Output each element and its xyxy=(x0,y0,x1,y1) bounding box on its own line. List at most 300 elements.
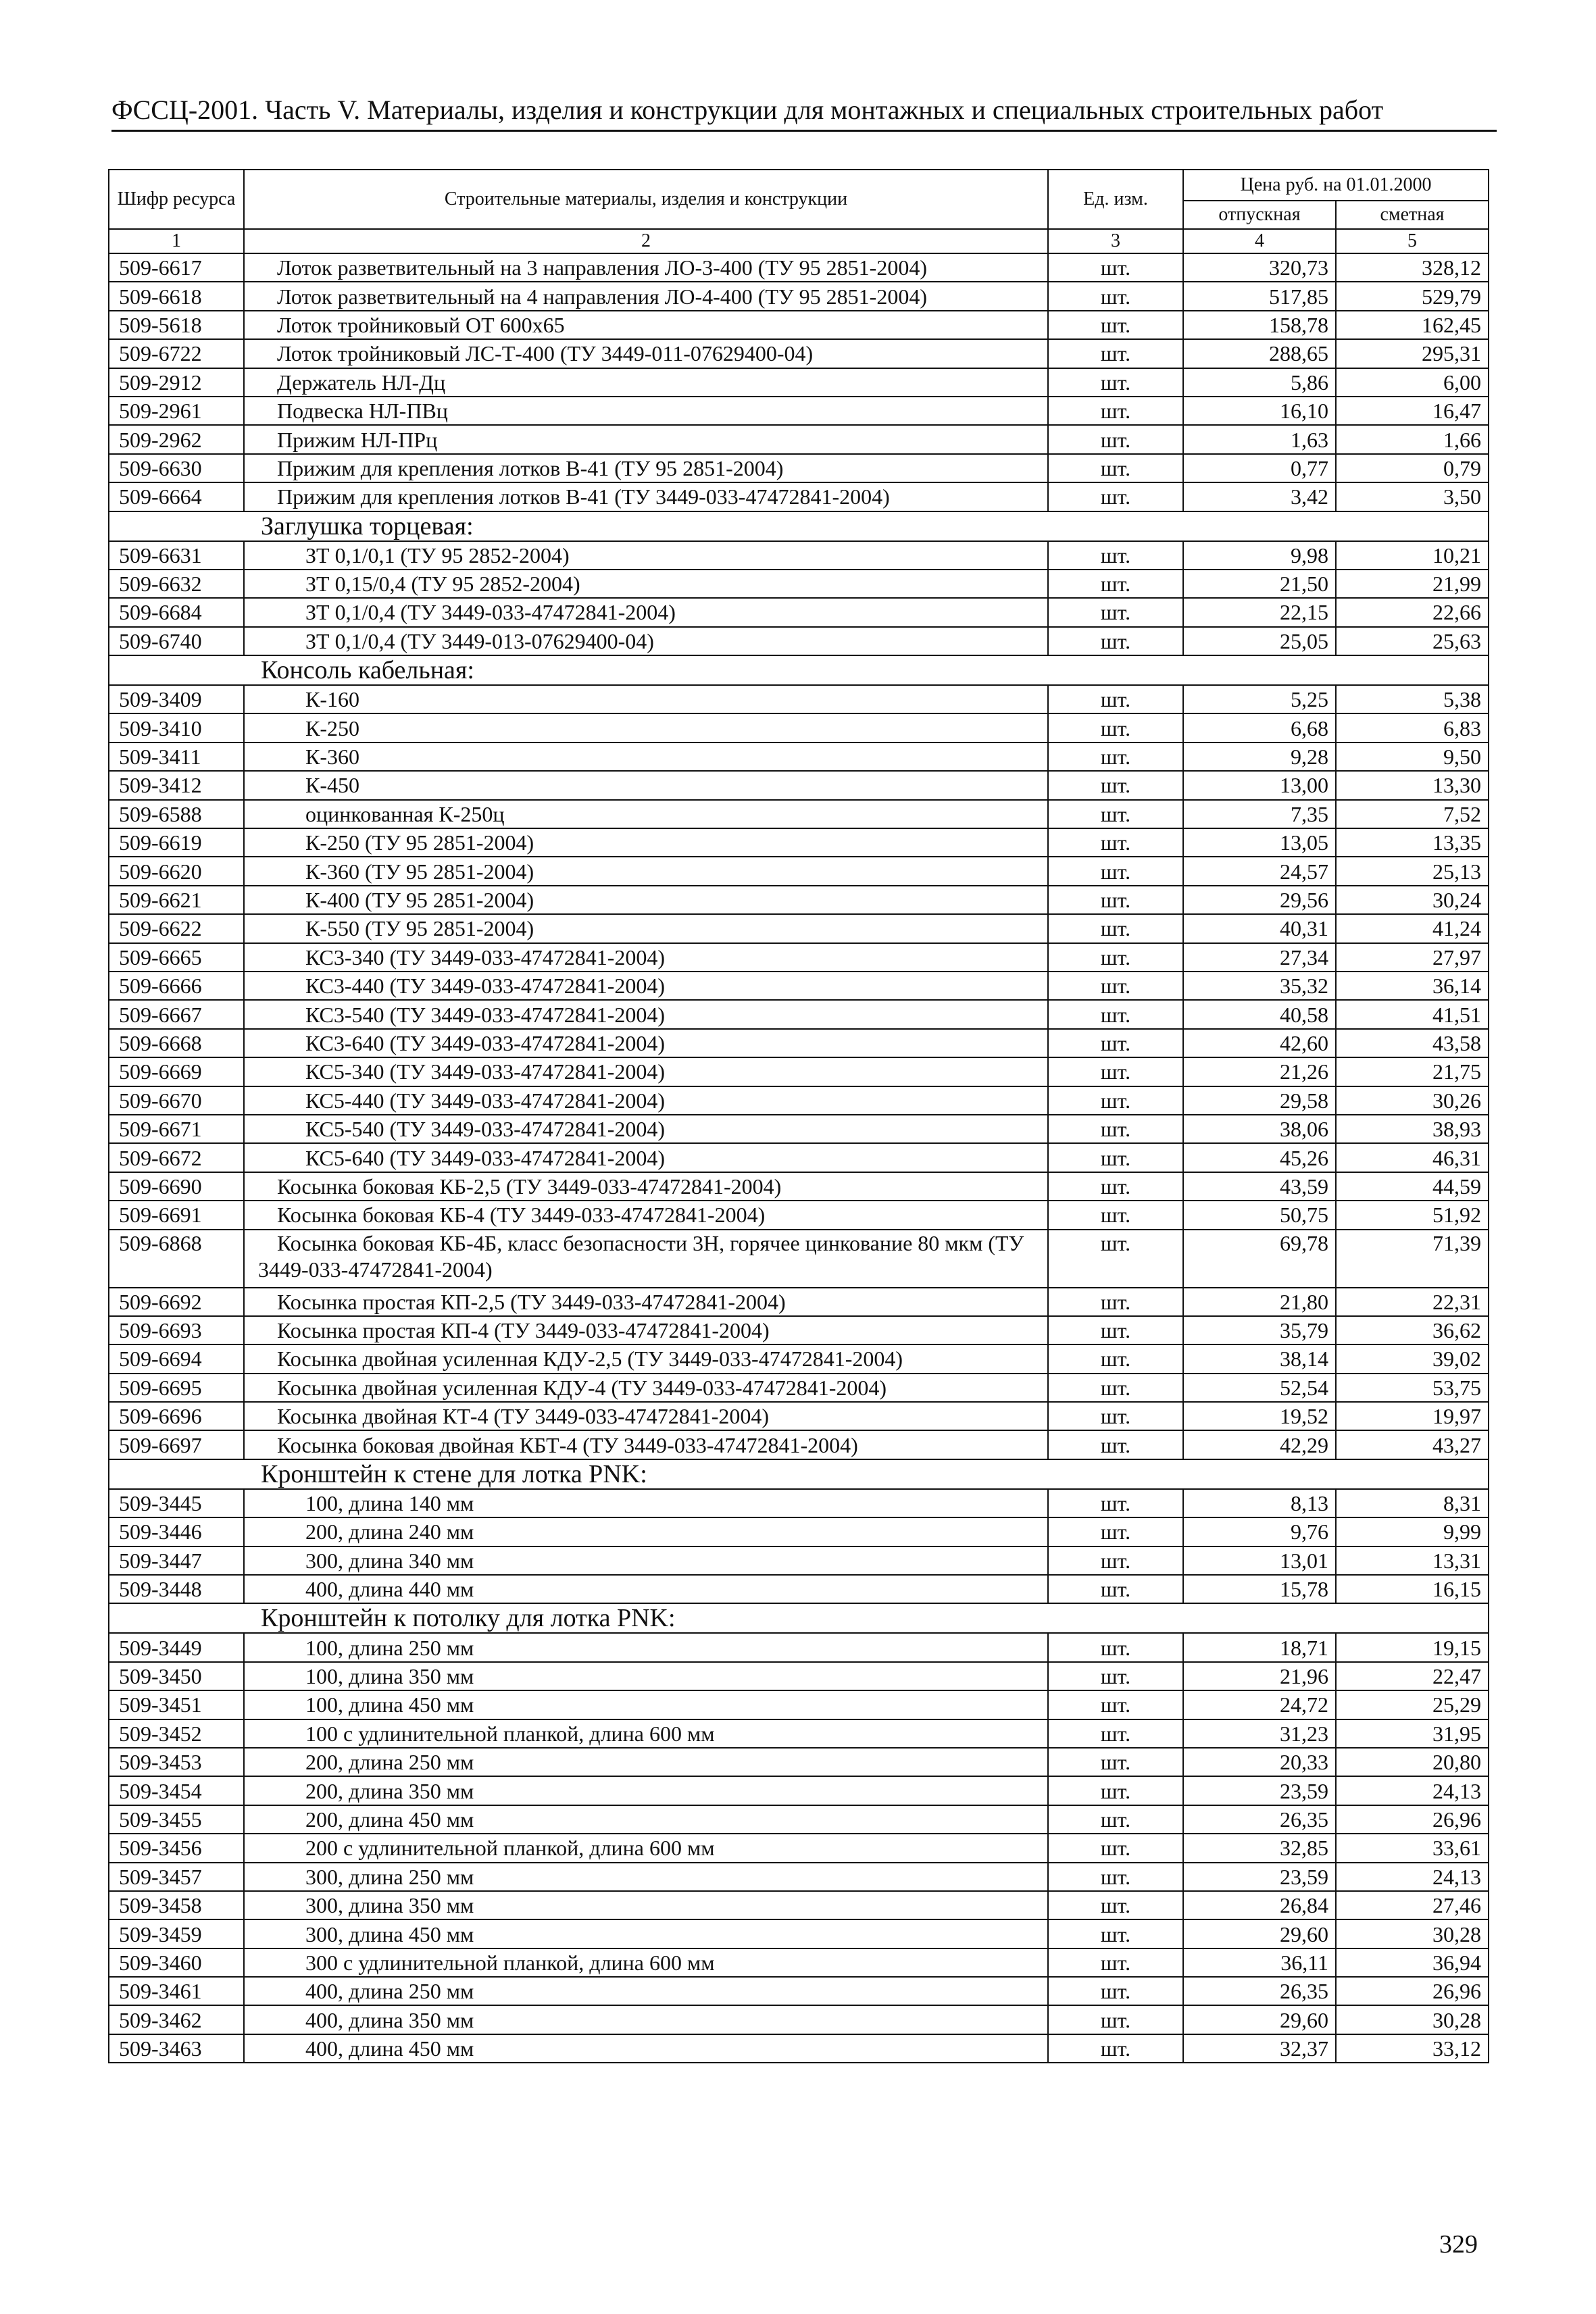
unit-of-measure: шт. xyxy=(1048,1288,1183,1316)
section-row xyxy=(109,1603,1489,1633)
resource-code: 509-6690 xyxy=(109,1172,244,1201)
table-row xyxy=(109,743,1489,771)
resource-code: 509-3447 xyxy=(109,1546,244,1575)
unit-of-measure: шт. xyxy=(1048,1000,1183,1028)
release-price: 29,58 xyxy=(1183,1086,1336,1115)
estimate-price: 71,39 xyxy=(1336,1230,1489,1288)
table-row xyxy=(109,482,1489,511)
resource-code: 509-3450 xyxy=(109,1662,244,1690)
unit-of-measure: шт. xyxy=(1048,1057,1183,1086)
item-name: ЗТ 0,15/0,4 (ТУ 95 2852-2004) xyxy=(244,570,1048,598)
table-row xyxy=(109,598,1489,626)
table-row xyxy=(109,1719,1489,1748)
release-price: 24,57 xyxy=(1183,857,1336,885)
estimate-price: 27,97 xyxy=(1336,943,1489,972)
estimate-price: 51,92 xyxy=(1336,1201,1489,1229)
resource-code: 509-6588 xyxy=(109,800,244,828)
resource-code: 509-3457 xyxy=(109,1863,244,1891)
item-name: К-400 (ТУ 95 2851-2004) xyxy=(244,886,1048,914)
item-name: К-160 xyxy=(244,685,1048,713)
table-row xyxy=(109,713,1489,742)
unit-of-measure: шт. xyxy=(1048,1374,1183,1402)
table-row xyxy=(109,771,1489,799)
estimate-price: 9,99 xyxy=(1336,1517,1489,1546)
resource-code: 509-3449 xyxy=(109,1633,244,1661)
release-price: 69,78 xyxy=(1183,1230,1336,1288)
header-estimate: сметная xyxy=(1336,201,1489,229)
table-row xyxy=(109,1863,1489,1891)
release-price: 32,85 xyxy=(1183,1834,1336,1862)
unit-of-measure: шт. xyxy=(1048,1086,1183,1115)
unit-of-measure: шт. xyxy=(1048,685,1183,713)
release-price: 43,59 xyxy=(1183,1172,1336,1201)
item-name: 100, длина 450 мм xyxy=(244,1690,1048,1719)
item-name: Прижим НЛ-ПРц xyxy=(244,425,1048,453)
release-price: 158,78 xyxy=(1183,311,1336,339)
release-price: 5,25 xyxy=(1183,685,1336,713)
table-row xyxy=(109,1633,1489,1661)
table-row xyxy=(109,2005,1489,2034)
unit-of-measure: шт. xyxy=(1048,1662,1183,1690)
estimate-price: 41,51 xyxy=(1336,1000,1489,1028)
column-number: 2 xyxy=(244,229,1048,253)
resource-code: 509-6722 xyxy=(109,339,244,368)
estimate-price: 41,24 xyxy=(1336,914,1489,942)
unit-of-measure: шт. xyxy=(1048,1029,1183,1057)
item-name: 400, длина 450 мм xyxy=(244,2034,1048,2063)
release-price: 16,10 xyxy=(1183,397,1336,425)
estimate-price: 27,46 xyxy=(1336,1891,1489,1919)
estimate-price: 53,75 xyxy=(1336,1374,1489,1402)
table-row xyxy=(109,454,1489,482)
estimate-price: 44,59 xyxy=(1336,1172,1489,1201)
unit-of-measure: шт. xyxy=(1048,339,1183,368)
estimate-price: 6,83 xyxy=(1336,713,1489,742)
estimate-price: 21,75 xyxy=(1336,1057,1489,1086)
unit-of-measure: шт. xyxy=(1048,425,1183,453)
release-price: 18,71 xyxy=(1183,1633,1336,1661)
item-name: ЗТ 0,1/0,1 (ТУ 95 2852-2004) xyxy=(244,541,1048,570)
resource-code: 509-6693 xyxy=(109,1316,244,1344)
resource-code: 509-3411 xyxy=(109,743,244,771)
item-name: 100 с удлинительной планкой, длина 600 мм xyxy=(244,1719,1048,1748)
estimate-price: 26,96 xyxy=(1336,1805,1489,1834)
unit-of-measure: шт. xyxy=(1048,1633,1183,1661)
table-row xyxy=(109,886,1489,914)
unit-of-measure: шт. xyxy=(1048,1977,1183,2005)
resource-code: 509-6692 xyxy=(109,1288,244,1316)
item-name: 200, длина 240 мм xyxy=(244,1517,1048,1546)
table-row xyxy=(109,1805,1489,1834)
resource-code: 509-6691 xyxy=(109,1201,244,1229)
unit-of-measure: шт. xyxy=(1048,454,1183,482)
resource-code: 509-3409 xyxy=(109,685,244,713)
item-name: КС3-340 (ТУ 3449-033-47472841-2004) xyxy=(244,943,1048,972)
estimate-price: 7,52 xyxy=(1336,800,1489,828)
table-row xyxy=(109,1000,1489,1028)
estimate-price: 295,31 xyxy=(1336,339,1489,368)
unit-of-measure: шт. xyxy=(1048,1891,1183,1919)
estimate-price: 16,15 xyxy=(1336,1575,1489,1603)
release-price: 21,80 xyxy=(1183,1288,1336,1316)
release-price: 0,77 xyxy=(1183,454,1336,482)
table-row xyxy=(109,1690,1489,1719)
release-price: 22,15 xyxy=(1183,598,1336,626)
unit-of-measure: шт. xyxy=(1048,1517,1183,1546)
estimate-price: 43,58 xyxy=(1336,1029,1489,1057)
item-name: КС5-540 (ТУ 3449-033-47472841-2004) xyxy=(244,1115,1048,1143)
unit-of-measure: шт. xyxy=(1048,1230,1183,1288)
section-row xyxy=(109,511,1489,541)
estimate-price: 16,47 xyxy=(1336,397,1489,425)
table-row xyxy=(109,311,1489,339)
item-name: Косынка боковая КБ-4 (ТУ 3449-033-47472841-2004) xyxy=(244,1201,1048,1229)
resource-code: 509-2961 xyxy=(109,397,244,425)
item-name: К-250 (ТУ 95 2851-2004) xyxy=(244,828,1048,857)
resource-code: 509-3456 xyxy=(109,1834,244,1862)
release-price: 13,05 xyxy=(1183,828,1336,857)
table-row xyxy=(109,1374,1489,1402)
item-name: 300, длина 450 мм xyxy=(244,1919,1048,1948)
table-row xyxy=(109,1834,1489,1862)
estimate-price: 39,02 xyxy=(1336,1344,1489,1373)
item-name: 100, длина 250 мм xyxy=(244,1633,1048,1661)
item-name: Косынка двойная КТ-4 (ТУ 3449-033-47472841-2004) xyxy=(244,1402,1048,1430)
header-price: Цена руб. на 01.01.2000 xyxy=(1183,170,1489,201)
item-name: КС3-440 (ТУ 3449-033-47472841-2004) xyxy=(244,972,1048,1000)
item-name: КС5-340 (ТУ 3449-033-47472841-2004) xyxy=(244,1057,1048,1086)
table-row xyxy=(109,1029,1489,1057)
release-price: 21,96 xyxy=(1183,1662,1336,1690)
column-number: 4 xyxy=(1183,229,1336,253)
resource-code: 509-6670 xyxy=(109,1086,244,1115)
resource-code: 509-6672 xyxy=(109,1143,244,1172)
unit-of-measure: шт. xyxy=(1048,1172,1183,1201)
resource-code: 509-3462 xyxy=(109,2005,244,2034)
release-price: 23,59 xyxy=(1183,1863,1336,1891)
column-number: 1 xyxy=(109,229,244,253)
release-price: 9,98 xyxy=(1183,541,1336,570)
estimate-price: 36,14 xyxy=(1336,972,1489,1000)
header-row xyxy=(109,170,1489,201)
unit-of-measure: шт. xyxy=(1048,743,1183,771)
resource-code: 509-6668 xyxy=(109,1029,244,1057)
table-row xyxy=(109,339,1489,368)
item-name: Держатель НЛ-Дц xyxy=(244,368,1048,397)
release-price: 320,73 xyxy=(1183,253,1336,282)
estimate-price: 43,27 xyxy=(1336,1430,1489,1459)
resource-code: 509-6631 xyxy=(109,541,244,570)
estimate-price: 1,66 xyxy=(1336,425,1489,453)
estimate-price: 25,63 xyxy=(1336,627,1489,655)
resource-code: 509-6619 xyxy=(109,828,244,857)
table-row xyxy=(109,368,1489,397)
item-name: 400, длина 350 мм xyxy=(244,2005,1048,2034)
release-price: 24,72 xyxy=(1183,1690,1336,1719)
header-code: Шифр ресурса xyxy=(109,170,244,229)
unit-of-measure: шт. xyxy=(1048,1863,1183,1891)
resource-code: 509-6684 xyxy=(109,598,244,626)
page-title: ФССЦ-2001. Часть V. Материалы, изделия и конструкции для монтажных и специальных строительных работ xyxy=(111,95,1384,125)
estimate-price: 8,31 xyxy=(1336,1489,1489,1517)
table-row xyxy=(109,1776,1489,1805)
table-row xyxy=(109,1288,1489,1316)
resource-code: 509-6667 xyxy=(109,1000,244,1028)
item-name: ЗТ 0,1/0,4 (ТУ 3449-013-07629400-04) xyxy=(244,627,1048,655)
estimate-price: 24,13 xyxy=(1336,1863,1489,1891)
estimate-price: 22,47 xyxy=(1336,1662,1489,1690)
item-name: К-450 xyxy=(244,771,1048,799)
table-row xyxy=(109,541,1489,570)
resource-code: 509-6694 xyxy=(109,1344,244,1373)
release-price: 288,65 xyxy=(1183,339,1336,368)
release-price: 25,05 xyxy=(1183,627,1336,655)
table-row xyxy=(109,972,1489,1000)
estimate-price: 13,35 xyxy=(1336,828,1489,857)
unit-of-measure: шт. xyxy=(1048,800,1183,828)
item-name: 100, длина 140 мм xyxy=(244,1489,1048,1517)
item-name: Косынка простая КП-2,5 (ТУ 3449-033-47472841-2004) xyxy=(244,1288,1048,1316)
release-price: 42,60 xyxy=(1183,1029,1336,1057)
page-header xyxy=(111,93,1497,132)
estimate-price: 13,31 xyxy=(1336,1546,1489,1575)
estimate-price: 22,66 xyxy=(1336,598,1489,626)
unit-of-measure: шт. xyxy=(1048,972,1183,1000)
table-row xyxy=(109,1517,1489,1546)
release-price: 38,06 xyxy=(1183,1115,1336,1143)
page-number: 329 xyxy=(1439,2230,1478,2259)
unit-of-measure: шт. xyxy=(1048,1115,1183,1143)
item-name: 300, длина 350 мм xyxy=(244,1891,1048,1919)
unit-of-measure: шт. xyxy=(1048,1748,1183,1776)
table-row xyxy=(109,1057,1489,1086)
resource-code: 509-6632 xyxy=(109,570,244,598)
release-price: 52,54 xyxy=(1183,1374,1336,1402)
resource-code: 509-6621 xyxy=(109,886,244,914)
release-price: 517,85 xyxy=(1183,282,1336,310)
estimate-price: 30,28 xyxy=(1336,2005,1489,2034)
release-price: 26,84 xyxy=(1183,1891,1336,1919)
section-title: Кронштейн к стене для лотка PNK: xyxy=(109,1459,1489,1489)
resource-code: 509-6665 xyxy=(109,943,244,972)
table-row xyxy=(109,1086,1489,1115)
header-release: отпускная xyxy=(1183,201,1336,229)
resource-code: 509-6740 xyxy=(109,627,244,655)
estimate-price: 10,21 xyxy=(1336,541,1489,570)
table-row xyxy=(109,570,1489,598)
item-name: К-360 (ТУ 95 2851-2004) xyxy=(244,857,1048,885)
release-price: 21,50 xyxy=(1183,570,1336,598)
unit-of-measure: шт. xyxy=(1048,598,1183,626)
item-name: КС5-440 (ТУ 3449-033-47472841-2004) xyxy=(244,1086,1048,1115)
release-price: 8,13 xyxy=(1183,1489,1336,1517)
release-price: 26,35 xyxy=(1183,1805,1336,1834)
unit-of-measure: шт. xyxy=(1048,914,1183,942)
unit-of-measure: шт. xyxy=(1048,1143,1183,1172)
section-row xyxy=(109,655,1489,685)
price-table xyxy=(108,169,1489,2063)
estimate-price: 31,95 xyxy=(1336,1719,1489,1748)
estimate-price: 22,31 xyxy=(1336,1288,1489,1316)
unit-of-measure: шт. xyxy=(1048,282,1183,310)
estimate-price: 529,79 xyxy=(1336,282,1489,310)
header-numbers-row xyxy=(109,229,1489,253)
table-row xyxy=(109,1546,1489,1575)
release-price: 7,35 xyxy=(1183,800,1336,828)
resource-code: 509-6666 xyxy=(109,972,244,1000)
release-price: 42,29 xyxy=(1183,1430,1336,1459)
release-price: 35,32 xyxy=(1183,972,1336,1000)
section-title: Заглушка торцевая: xyxy=(109,511,1489,541)
unit-of-measure: шт. xyxy=(1048,627,1183,655)
unit-of-measure: шт. xyxy=(1048,397,1183,425)
estimate-price: 19,97 xyxy=(1336,1402,1489,1430)
item-name: Косынка двойная усиленная КДУ-4 (ТУ 3449-033-47472841-2004) xyxy=(244,1374,1048,1402)
section-title: Кронштейн к потолку для лотка PNK: xyxy=(109,1603,1489,1633)
estimate-price: 9,50 xyxy=(1336,743,1489,771)
item-name: К-250 xyxy=(244,713,1048,742)
table-row xyxy=(109,685,1489,713)
unit-of-measure: шт. xyxy=(1048,1805,1183,1834)
release-price: 19,52 xyxy=(1183,1402,1336,1430)
release-price: 32,37 xyxy=(1183,2034,1336,2063)
unit-of-measure: шт. xyxy=(1048,1344,1183,1373)
estimate-price: 13,30 xyxy=(1336,771,1489,799)
section-row xyxy=(109,1459,1489,1489)
item-name: КС3-540 (ТУ 3449-033-47472841-2004) xyxy=(244,1000,1048,1028)
table-row xyxy=(109,1172,1489,1201)
section-title: Консоль кабельная: xyxy=(109,655,1489,685)
unit-of-measure: шт. xyxy=(1048,1430,1183,1459)
release-price: 5,86 xyxy=(1183,368,1336,397)
unit-of-measure: шт. xyxy=(1048,886,1183,914)
resource-code: 509-3412 xyxy=(109,771,244,799)
unit-of-measure: шт. xyxy=(1048,828,1183,857)
release-price: 26,35 xyxy=(1183,1977,1336,2005)
item-name: Лоток разветвительный на 3 направления ЛО-3-400 (ТУ 95 2851-2004) xyxy=(244,253,1048,282)
estimate-price: 36,94 xyxy=(1336,1948,1489,1977)
item-name: 100, длина 350 мм xyxy=(244,1662,1048,1690)
resource-code: 509-6622 xyxy=(109,914,244,942)
resource-code: 509-6630 xyxy=(109,454,244,482)
item-name: 400, длина 250 мм xyxy=(244,1977,1048,2005)
table-row xyxy=(109,1230,1489,1288)
release-price: 9,28 xyxy=(1183,743,1336,771)
release-price: 13,00 xyxy=(1183,771,1336,799)
release-price: 45,26 xyxy=(1183,1143,1336,1172)
unit-of-measure: шт. xyxy=(1048,1402,1183,1430)
estimate-price: 328,12 xyxy=(1336,253,1489,282)
item-name: 300 с удлинительной планкой, длина 600 мм xyxy=(244,1948,1048,1977)
resource-code: 509-3448 xyxy=(109,1575,244,1603)
item-name: оцинкованная К-250ц xyxy=(244,800,1048,828)
item-name: Косынка двойная усиленная КДУ-2,5 (ТУ 3449-033-47472841-2004) xyxy=(244,1344,1048,1373)
resource-code: 509-3453 xyxy=(109,1748,244,1776)
estimate-price: 30,24 xyxy=(1336,886,1489,914)
item-name: 200, длина 450 мм xyxy=(244,1805,1048,1834)
item-name: 200, длина 350 мм xyxy=(244,1776,1048,1805)
resource-code: 509-6868 xyxy=(109,1230,244,1288)
release-price: 31,23 xyxy=(1183,1719,1336,1748)
table-row xyxy=(109,828,1489,857)
header-name: Строительные материалы, изделия и конструкции xyxy=(244,170,1048,229)
table-row xyxy=(109,397,1489,425)
resource-code: 509-3455 xyxy=(109,1805,244,1834)
release-price: 9,76 xyxy=(1183,1517,1336,1546)
release-price: 6,68 xyxy=(1183,713,1336,742)
estimate-price: 33,12 xyxy=(1336,2034,1489,2063)
unit-of-measure: шт. xyxy=(1048,570,1183,598)
item-name: Косынка боковая двойная КБТ-4 (ТУ 3449-033-47472841-2004) xyxy=(244,1430,1048,1459)
unit-of-measure: шт. xyxy=(1048,1690,1183,1719)
resource-code: 509-3451 xyxy=(109,1690,244,1719)
resource-code: 509-6669 xyxy=(109,1057,244,1086)
table-row xyxy=(109,627,1489,655)
unit-of-measure: шт. xyxy=(1048,713,1183,742)
header-unit: Ед. изм. xyxy=(1048,170,1183,229)
resource-code: 509-2912 xyxy=(109,368,244,397)
estimate-price: 19,15 xyxy=(1336,1633,1489,1661)
resource-code: 509-6618 xyxy=(109,282,244,310)
unit-of-measure: шт. xyxy=(1048,943,1183,972)
table-row xyxy=(109,1919,1489,1948)
resource-code: 509-3454 xyxy=(109,1776,244,1805)
estimate-price: 162,45 xyxy=(1336,311,1489,339)
estimate-price: 21,99 xyxy=(1336,570,1489,598)
resource-code: 509-3452 xyxy=(109,1719,244,1748)
item-name: 300, длина 250 мм xyxy=(244,1863,1048,1891)
estimate-price: 26,96 xyxy=(1336,1977,1489,2005)
table-row xyxy=(109,253,1489,282)
table-row xyxy=(109,1891,1489,1919)
unit-of-measure: шт. xyxy=(1048,1776,1183,1805)
table-row xyxy=(109,943,1489,972)
unit-of-measure: шт. xyxy=(1048,1489,1183,1517)
resource-code: 509-6671 xyxy=(109,1115,244,1143)
item-name: К-360 xyxy=(244,743,1048,771)
unit-of-measure: шт. xyxy=(1048,311,1183,339)
estimate-price: 5,38 xyxy=(1336,685,1489,713)
table-row xyxy=(109,914,1489,942)
resource-code: 509-6620 xyxy=(109,857,244,885)
estimate-price: 25,13 xyxy=(1336,857,1489,885)
item-name: КС5-640 (ТУ 3449-033-47472841-2004) xyxy=(244,1143,1048,1172)
estimate-price: 30,26 xyxy=(1336,1086,1489,1115)
estimate-price: 25,29 xyxy=(1336,1690,1489,1719)
estimate-price: 30,28 xyxy=(1336,1919,1489,1948)
resource-code: 509-3445 xyxy=(109,1489,244,1517)
table-row xyxy=(109,1748,1489,1776)
estimate-price: 33,61 xyxy=(1336,1834,1489,1862)
release-price: 15,78 xyxy=(1183,1575,1336,1603)
item-name: 200 с удлинительной планкой, длина 600 мм xyxy=(244,1834,1048,1862)
item-name: Лоток разветвительный на 4 направления ЛО-4-400 (ТУ 95 2851-2004) xyxy=(244,282,1048,310)
unit-of-measure: шт. xyxy=(1048,1316,1183,1344)
release-price: 27,34 xyxy=(1183,943,1336,972)
resource-code: 509-3410 xyxy=(109,713,244,742)
table-row xyxy=(109,1575,1489,1603)
unit-of-measure: шт. xyxy=(1048,2005,1183,2034)
release-price: 35,79 xyxy=(1183,1316,1336,1344)
release-price: 36,11 xyxy=(1183,1948,1336,1977)
release-price: 21,26 xyxy=(1183,1057,1336,1086)
estimate-price: 6,00 xyxy=(1336,368,1489,397)
table-row xyxy=(109,1316,1489,1344)
unit-of-measure: шт. xyxy=(1048,857,1183,885)
table-row xyxy=(109,425,1489,453)
release-price: 29,56 xyxy=(1183,886,1336,914)
release-price: 40,58 xyxy=(1183,1000,1336,1028)
